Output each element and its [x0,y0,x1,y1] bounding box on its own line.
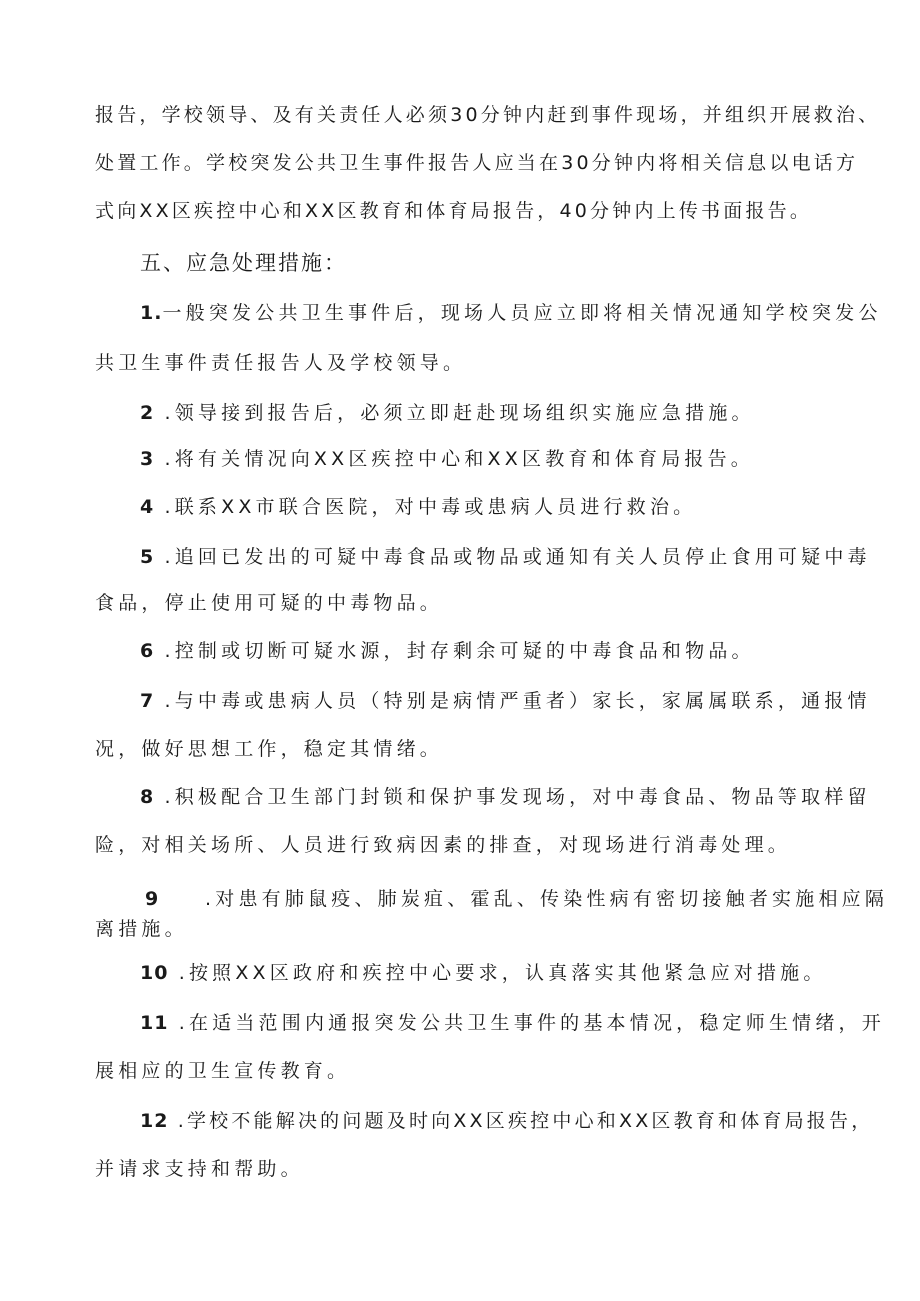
item-text: .与中毒或患病人员（特别是病情严重者）家长，家属属联系，通报情 [164,690,871,712]
item-number: 7 [140,690,155,712]
list-item-8-cont: 险，对相关场所、人员进行致病因素的排查，对现场进行消毒处理。 [95,834,792,856]
item-text: .按照XX区政府和疾控中心要求，认真落实其他紧急应对措施。 [178,962,827,984]
item-text: .将有关情况向XX区疾控中心和XX区教育和体育局报告。 [164,448,754,470]
item-text: .学校不能解决的问题及时向XX区疾控中心和XX区教育和体育局报告， [177,1110,874,1132]
item-text: .追回已发出的可疑中毒食品或物品或通知有关人员停止食用可疑中毒 [164,546,871,568]
item-text: .领导接到报告后，必须立即赶赴现场组织实施应急措施。 [164,402,755,424]
list-item-11 [140,1010,885,1036]
item-number: 8 [140,786,155,808]
list-item-9 [145,886,888,912]
item-number: 2 [140,402,155,424]
item-text: 一般突发公共卫生事件后，现场人员应立即将相关情况通知学校突发公 [162,302,882,324]
list-item-5-cont: 食品，停止使用可疑的中毒物品。 [95,592,444,614]
list-item-12-cont: 并请求支持和帮助。 [95,1158,304,1180]
item-number: 12 [140,1110,169,1132]
intro-line-2: 处置工作。学校突发公共卫生事件报告人应当在30分钟内将相关信息以电话方 [95,152,859,174]
list-item-2 [140,400,755,426]
list-item-4 [140,494,696,520]
item-number: 1. [140,302,163,324]
list-item-10 [140,960,827,986]
list-item-1 [140,300,882,326]
list-item-3 [140,446,754,472]
item-text: .控制或切断可疑水源，封存剩余可疑的中毒食品和物品。 [164,640,755,662]
item-text: .联系XX市联合医院，对中毒或患病人员进行救治。 [164,496,697,518]
item-number: 4 [140,496,155,518]
item-number: 11 [140,1012,169,1034]
item-number: 9 [145,888,160,910]
item-number: 6 [140,640,155,662]
list-item-7 [140,688,871,714]
intro-line-3: 式向XX区疾控中心和XX区教育和体育局报告，40分钟内上传书面报告。 [95,200,813,222]
item-number: 3 [140,448,155,470]
list-item-7-cont: 况，做好思想工作，稳定其情绪。 [95,738,444,760]
list-item-6 [140,638,755,664]
list-item-1-cont: 共卫生事件责任报告人及学校领导。 [95,352,467,374]
intro-line-1: 报告，学校领导、及有关责任人必须30分钟内赶到事件现场，并组织开展救治、 [95,104,881,126]
item-text: .积极配合卫生部门封锁和保护事发现场，对中毒食品、物品等取样留 [164,786,871,808]
list-item-12 [140,1108,873,1134]
item-number: 5 [140,546,155,568]
list-item-8 [140,784,871,810]
list-item-5 [140,544,871,570]
item-number: 10 [140,962,169,984]
item-text: .在适当范围内通报突发公共卫生事件的基本情况，稳定师生情绪，开 [178,1012,885,1034]
list-item-11-cont: 展相应的卫生宣传教育。 [95,1060,351,1082]
section-title: 五、应急处理措施： [140,251,347,275]
item-text: .对患有肺鼠疫、肺炭疽、霍乱、传染性病有密切接触者实施相应隔 [205,888,889,910]
list-item-9-cont: 离措施。 [95,918,188,940]
